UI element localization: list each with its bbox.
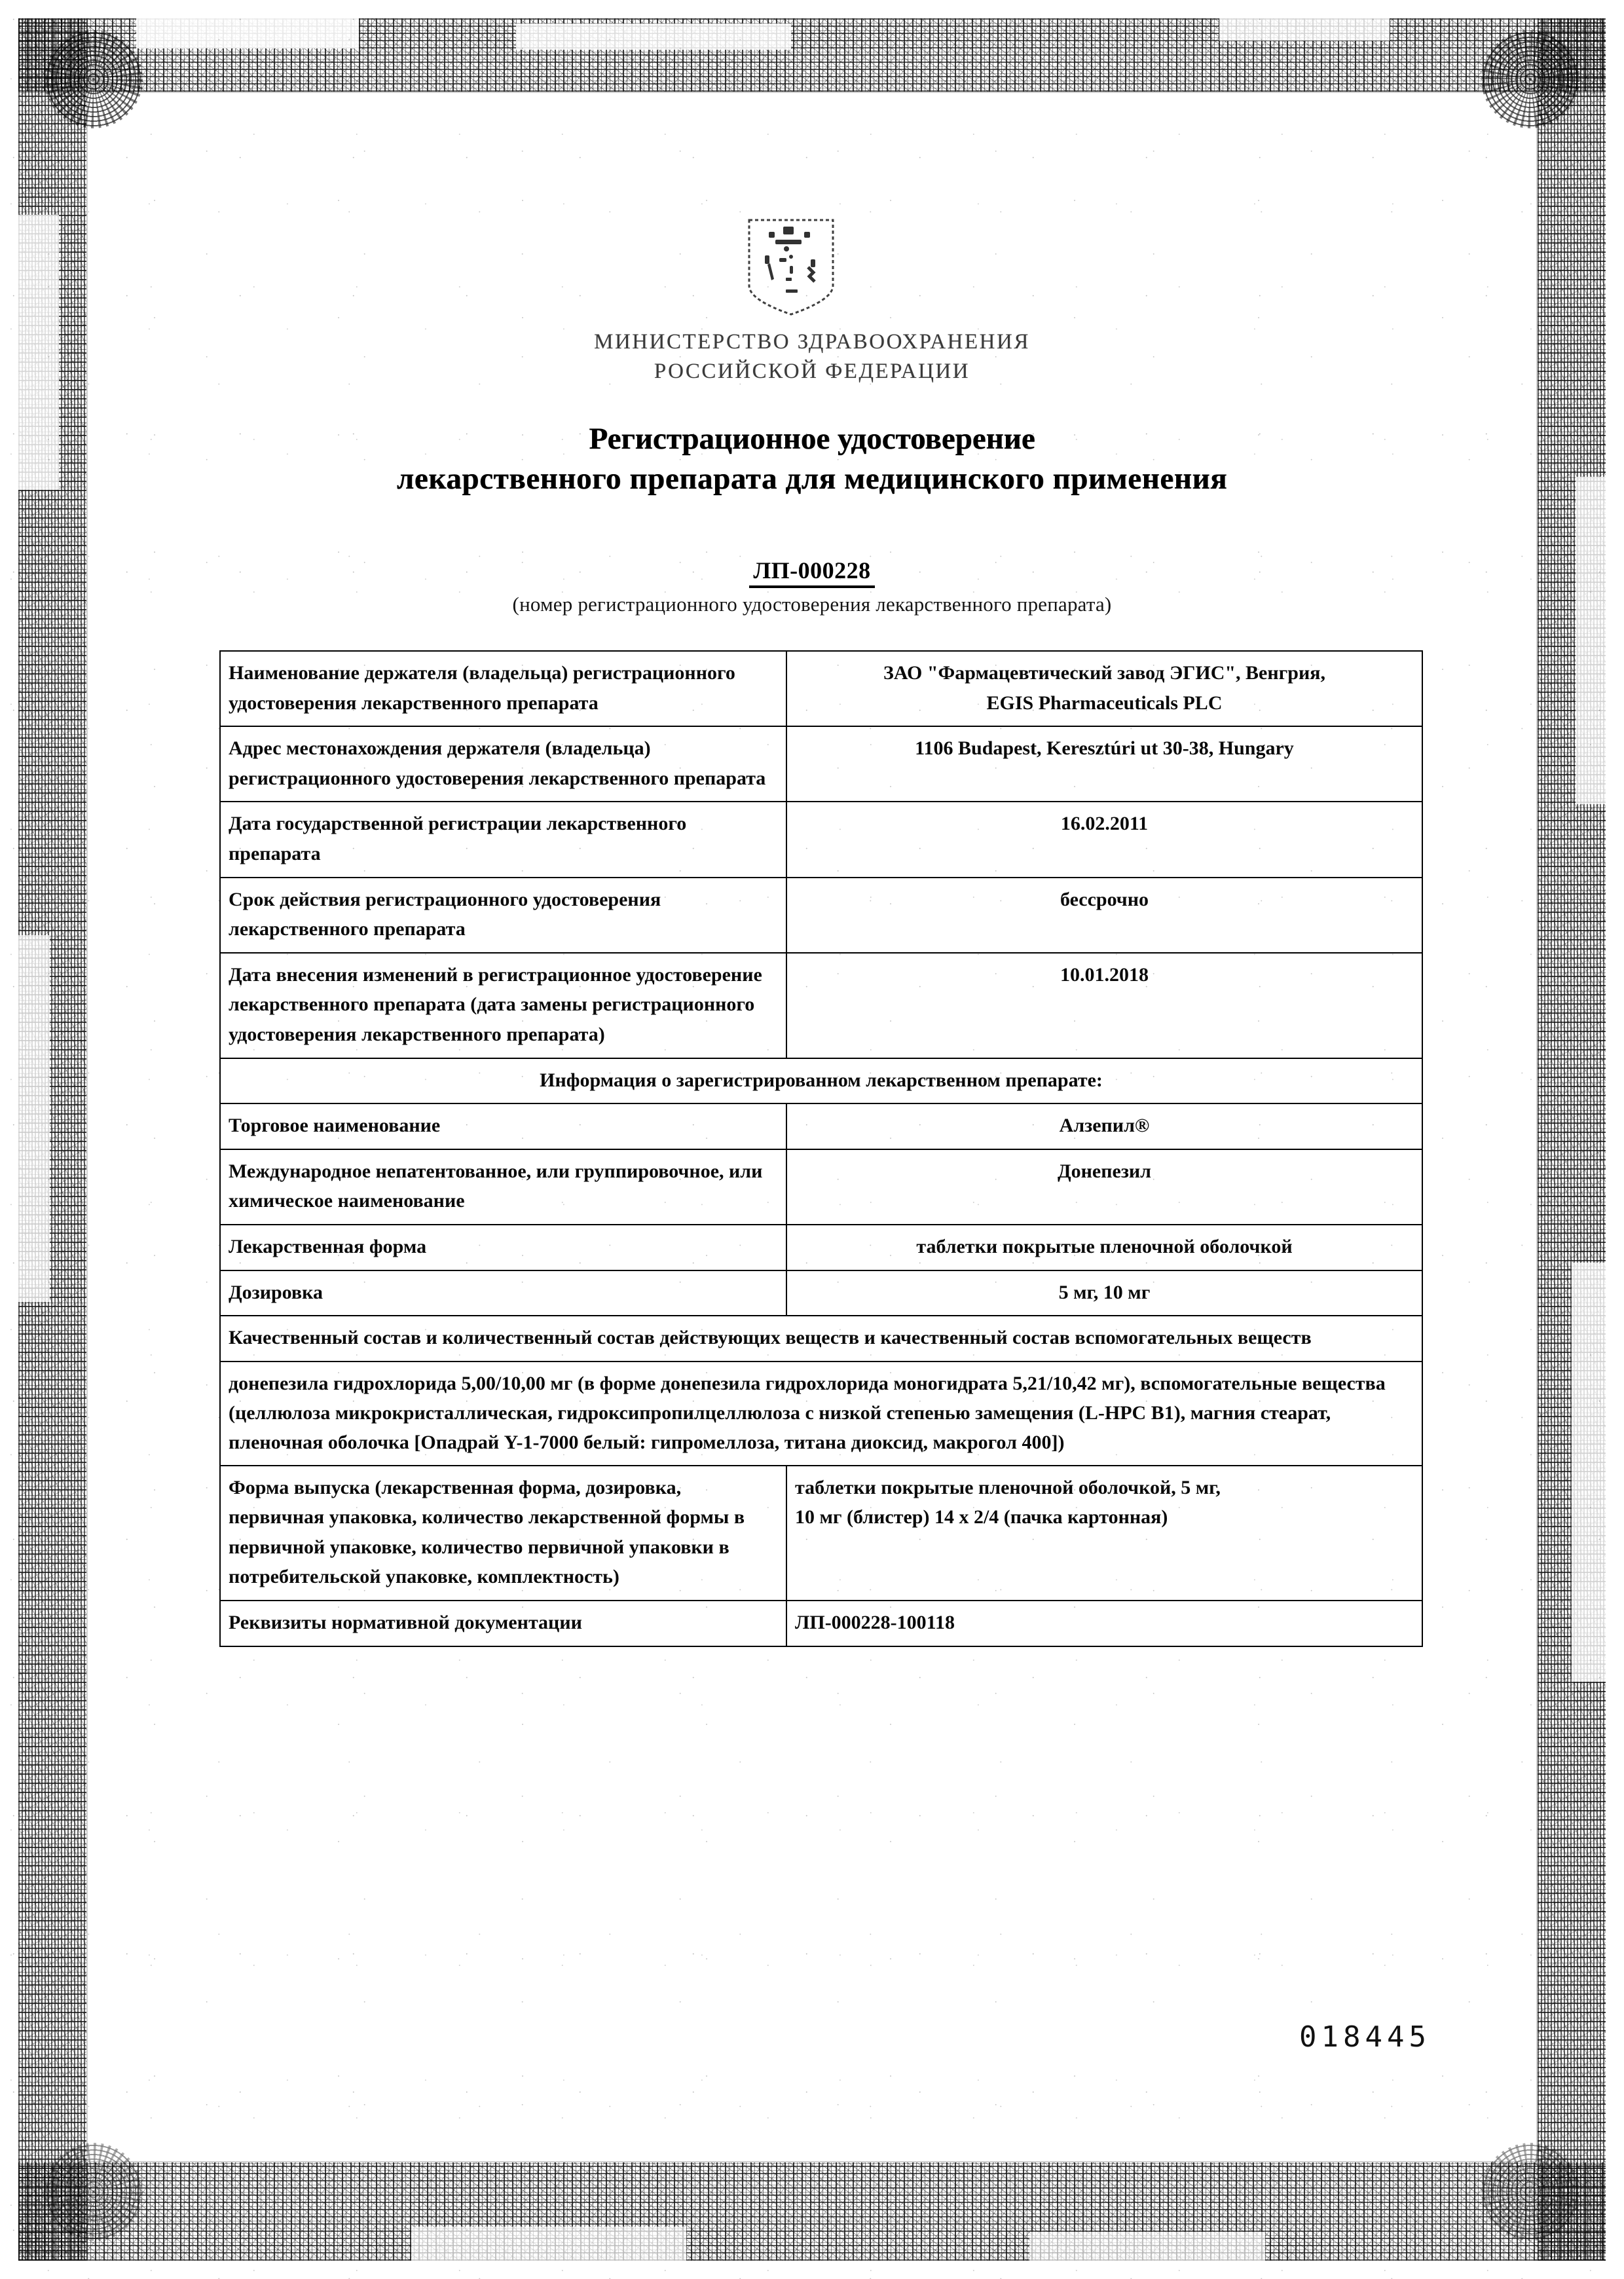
packaging-value-line-1: таблетки покрытые пленочной оболочкой, 5 мг,	[795, 1476, 1221, 1498]
table-row-amendment-date	[220, 953, 1422, 1058]
table-row-address	[220, 726, 1422, 802]
holder-value	[786, 651, 1422, 726]
registration-number-value: ЛП-000228	[749, 557, 874, 588]
registration-number	[0, 557, 1624, 584]
holder-value-line-2: EGIS Pharmaceuticals PLC	[986, 692, 1223, 714]
ministry-line-1: МИНИСТЕРСТВО ЗДРАВООХРАНЕНИЯ	[594, 330, 1030, 354]
packaging-value	[786, 1466, 1422, 1601]
table-row-packaging	[220, 1466, 1422, 1601]
address-label: Адрес местонахождения держателя (владельца) регистрационного удостоверения лекарственного препарата	[220, 726, 786, 802]
table-row-normative-doc	[220, 1601, 1422, 1646]
inn-value: Донепезил	[786, 1149, 1422, 1225]
ministry-line-2: РОССИЙСКОЙ ФЕДЕРАЦИИ	[654, 359, 970, 383]
table-row-trade-name	[220, 1103, 1422, 1149]
composition-label: Качественный состав и количественный состав действующих веществ и качественный состав вспомогательных веществ	[220, 1316, 1422, 1362]
table-row-inn	[220, 1149, 1422, 1225]
amendment-date-value: 10.01.2018	[786, 953, 1422, 1058]
dosage-form-label: Лекарственная форма	[220, 1225, 786, 1270]
composition-value: донепезила гидрохлорида 5,00/10,00 мг (в форме донепезила гидрохлорида моногидрата 5,21/10,42 мг), вспомогательные вещества (целлюлоза микрокристаллическая, гидроксипропилцеллюлоза с низкой степенью замещения (L-HPC B1), магния стеарат, пленочная оболочка [Опадрай Y-1-7000 белый: гипромеллоза, титана диоксид, макрогол 400])	[220, 1362, 1422, 1466]
trade-name-label: Торговое наименование	[220, 1103, 786, 1149]
ministry-heading	[0, 327, 1624, 386]
table-row-composition-value	[220, 1362, 1422, 1466]
normative-doc-value: ЛП-000228-100118	[786, 1601, 1422, 1646]
dosage-form-value: таблетки покрытые пленочной оболочкой	[786, 1225, 1422, 1270]
certificate-table	[219, 650, 1423, 1647]
table-row-dosage-form	[220, 1225, 1422, 1270]
registration-date-value: 16.02.2011	[786, 802, 1422, 877]
table-row-composition-label	[220, 1316, 1422, 1362]
table-row-holder	[220, 651, 1422, 726]
serial-number: 018445	[1299, 2020, 1431, 2054]
address-value: 1106 Budapest, Keresztúri ut 30-38, Hungary	[786, 726, 1422, 802]
validity-value: бессрочно	[786, 878, 1422, 953]
page-title	[0, 419, 1624, 499]
strength-value: 5 мг, 10 мг	[786, 1270, 1422, 1316]
table-row-strength	[220, 1270, 1422, 1316]
inn-label: Международное непатентованное, или группировочное, или химическое наименование	[220, 1149, 786, 1225]
amendment-date-label: Дата внесения изменений в регистрационное удостоверение лекарственного препарата (дата замены регистрационного удостоверения лекарственного препарата)	[220, 953, 786, 1058]
table-row-validity	[220, 878, 1422, 953]
normative-doc-label: Реквизиты нормативной документации	[220, 1601, 786, 1646]
holder-value-line-1: ЗАО "Фармацевтический завод ЭГИС", Венгрия,	[883, 662, 1325, 684]
trade-name-value: Алзепил®	[786, 1103, 1422, 1149]
title-line-2: лекарственного препарата для медицинского применения	[396, 462, 1228, 496]
strength-label: Дозировка	[220, 1270, 786, 1316]
registration-number-caption: (номер регистрационного удостоверения лекарственного препарата)	[512, 593, 1112, 616]
holder-label: Наименование держателя (владельца) регистрационного удостоверения лекарственного препарата	[220, 651, 786, 726]
validity-label: Срок действия регистрационного удостоверения лекарственного препарата	[220, 878, 786, 953]
packaging-value-line-2: 10 мг (блистер) 14 х 2/4 (пачка картонная)	[795, 1506, 1168, 1529]
table-row-section-header	[220, 1058, 1422, 1104]
title-line-1: Регистрационное удостоверение	[589, 422, 1035, 456]
table-row-registration-date	[220, 802, 1422, 877]
registration-date-label: Дата государственной регистрации лекарственного препарата	[220, 802, 786, 877]
packaging-label: Форма выпуска (лекарственная форма, дозировка, первичная упаковка, количество лекарственной формы в первичной упаковке, количество первичной упаковки в потребительской упаковке, комплектность)	[220, 1466, 786, 1601]
section-header-info: Информация о зарегистрированном лекарственном препарате:	[220, 1058, 1422, 1104]
coat-of-arms-icon	[745, 217, 837, 317]
certificate-table-wrapper	[219, 650, 1423, 1647]
